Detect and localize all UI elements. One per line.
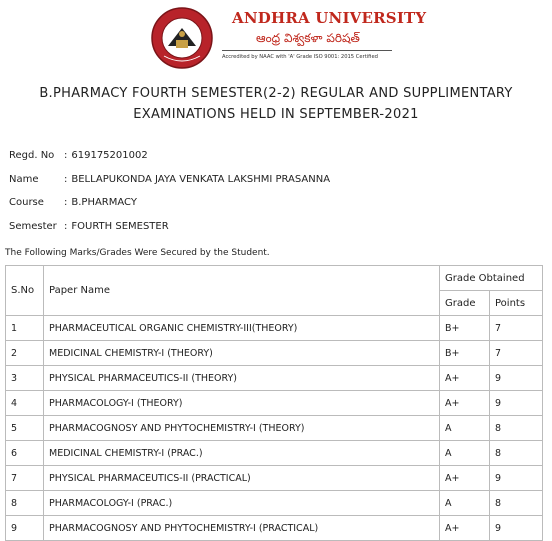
table-row	[6, 491, 543, 516]
cell-points: 9	[490, 366, 543, 391]
cell-paper: PHARMACOGNOSY AND PHYTOCHEMISTRY-I (THEORY)	[44, 416, 440, 441]
cell-points: 7	[490, 316, 543, 341]
table-row	[6, 441, 543, 466]
course-row: Course : B.PHARMACY	[9, 197, 137, 208]
cell-grade: A+	[440, 466, 490, 491]
header-divider	[222, 50, 392, 51]
university-name-telugu: ఆంధ్ర విశ్వకళా పరిషత్	[256, 31, 360, 45]
cell-sno: 2	[6, 341, 44, 366]
cell-points: 8	[490, 416, 543, 441]
cell-grade: A+	[440, 391, 490, 416]
cell-sno: 5	[6, 416, 44, 441]
table-row	[6, 416, 543, 441]
col-header-grade: Grade	[440, 291, 490, 316]
intro-text: The Following Marks/Grades Were Secured by the Student.	[5, 248, 270, 258]
table-row	[6, 466, 543, 491]
col-header-sno: S.No	[6, 266, 44, 316]
cell-points: 7	[490, 341, 543, 366]
cell-sno: 6	[6, 441, 44, 466]
name-value: BELLAPUKONDA JAYA VENKATA LAKSHMI PRASANNA	[71, 174, 331, 185]
table-row	[6, 366, 543, 391]
cell-grade: B+	[440, 316, 490, 341]
regd-no-label: Regd. No	[9, 150, 55, 161]
semester-value: FOURTH SEMESTER	[71, 221, 169, 232]
university-logo	[150, 6, 214, 70]
table-row	[6, 391, 543, 416]
semester-row: Semester : FOURTH SEMESTER	[9, 221, 169, 232]
cell-paper: PHYSICAL PHARMACEUTICS-II (PRACTICAL)	[44, 466, 440, 491]
semester-label: Semester	[9, 221, 57, 232]
cell-paper: MEDICINAL CHEMISTRY-I (PRAC.)	[44, 441, 440, 466]
cell-sno: 7	[6, 466, 44, 491]
cell-points: 9	[490, 466, 543, 491]
table-row	[6, 516, 543, 541]
cell-points: 9	[490, 516, 543, 541]
cell-grade: A+	[440, 366, 490, 391]
name-label: Name	[9, 174, 39, 185]
table-row	[6, 316, 543, 341]
cell-points: 9	[490, 391, 543, 416]
cell-sno: 8	[6, 491, 44, 516]
cell-grade: A	[440, 416, 490, 441]
cell-grade: A+	[440, 516, 490, 541]
cell-paper: PHARMACOLOGY-I (PRAC.)	[44, 491, 440, 516]
cell-points: 8	[490, 491, 543, 516]
exam-title-line2: EXAMINATIONS HELD IN SEPTEMBER-2021	[133, 107, 419, 122]
course-label: Course	[9, 197, 44, 208]
regd-no-row: Regd. No : 619175201002	[9, 150, 148, 161]
accreditation-text: Accredited by NAAC with 'A' Grade ISO 9001: 2015 Certified	[222, 54, 378, 60]
regd-no-value: 619175201002	[71, 150, 148, 161]
cell-points: 8	[490, 441, 543, 466]
name-row: Name : BELLAPUKONDA JAYA VENKATA LAKSHMI PRASANNA	[9, 174, 331, 185]
cell-sno: 1	[6, 316, 44, 341]
cell-paper: PHARMACOLOGY-I (THEORY)	[44, 391, 440, 416]
table-row	[6, 341, 543, 366]
cell-sno: 9	[6, 516, 44, 541]
grades-table	[5, 265, 543, 541]
cell-sno: 4	[6, 391, 44, 416]
cell-paper: PHYSICAL PHARMACEUTICS-II (THEORY)	[44, 366, 440, 391]
cell-paper: MEDICINAL CHEMISTRY-I (THEORY)	[44, 341, 440, 366]
col-header-grade-obtained: Grade Obtained	[440, 266, 543, 291]
col-header-points: Points	[490, 291, 543, 316]
cell-paper: PHARMACEUTICAL ORGANIC CHEMISTRY-III(THEORY)	[44, 316, 440, 341]
cell-sno: 3	[6, 366, 44, 391]
cell-grade: B+	[440, 341, 490, 366]
cell-grade: A	[440, 441, 490, 466]
cell-grade: A	[440, 491, 490, 516]
exam-title-line1: B.PHARMACY FOURTH SEMESTER(2-2) REGULAR AND SUPPLIMENTARY	[39, 86, 513, 101]
university-name: ANDHRA UNIVERSITY	[232, 9, 427, 27]
cell-paper: PHARMACOGNOSY AND PHYTOCHEMISTRY-I (PRACTICAL)	[44, 516, 440, 541]
col-header-paper: Paper Name	[44, 266, 440, 316]
course-value: B.PHARMACY	[71, 197, 137, 208]
